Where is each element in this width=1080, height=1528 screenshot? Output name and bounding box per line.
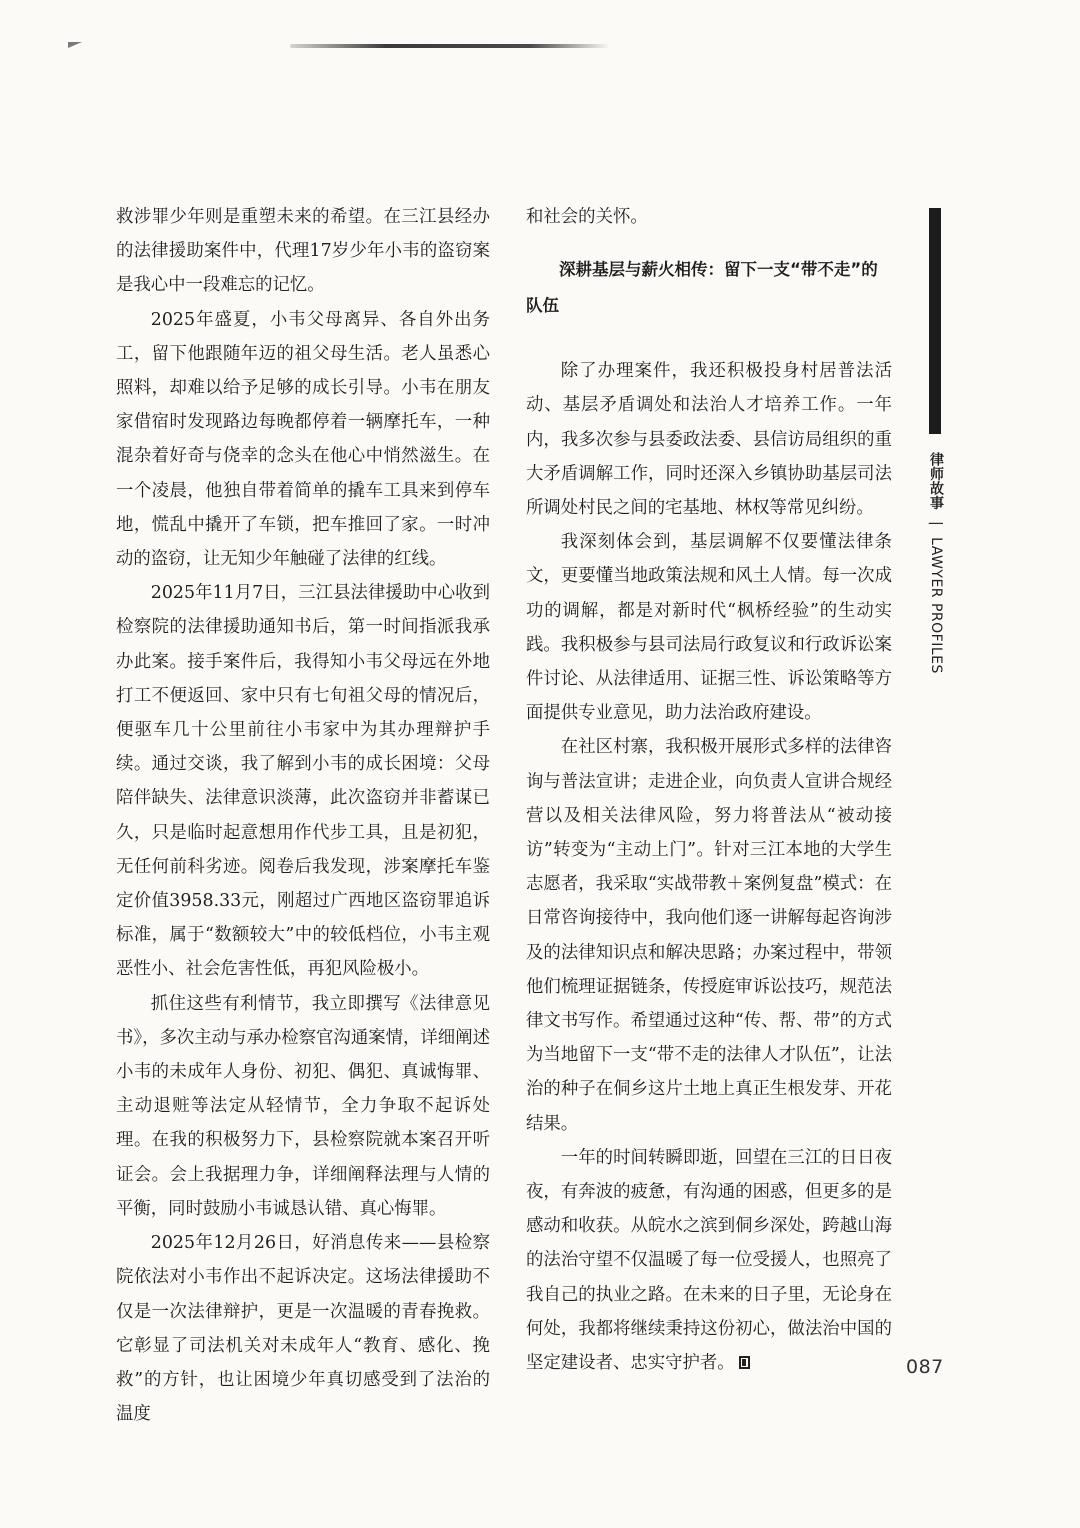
side-label-cn: 律师故事 <box>928 452 944 510</box>
paragraph-last <box>526 1141 892 1380</box>
end-mark-icon <box>739 1356 750 1369</box>
paragraph: 除了办理案件，我还积极投身村居普法活动、基层矛盾调处和法治人才培养工作。一年内，我多次参与县委政法委、县信访局组织的重大矛盾调解工作，同时还深入乡镇协助基层司法所调处村民之间的宅基地、林权等常见纠纷。 <box>526 361 892 519</box>
section-side-label <box>926 452 946 674</box>
section-side-bar <box>929 208 941 434</box>
section-heading: 深耕基层与薪火相传：留下一支“带不走”的队伍 <box>526 260 878 316</box>
paragraph-last-text: 一年的时间转瞬即逝，回望在三江的日日夜夜，有奔波的疲惫，有沟通的困惑，但更多的是感动和收获。从皖水之滨到侗乡深处，跨越山海的法治守望不仅温暖了每一位受援人，也照亮了我自己的执业之路。在未来的日子里，无论身在何处，我都将继续秉持这份初心，做法治中国的坚定建设者、忠实守护者。 <box>526 1147 892 1374</box>
paragraph: 2025年盛夏，小韦父母离异、各自外出务工，留下他跟随年迈的祖父母生活。老人虽悉心照料，却难以给予足够的成长引导。小韦在朋友家借宿时发现路边每晚都停着一辆摩托车，一种混杂着好奇与侥幸的念头在他心中悄然滋生。在一个凌晨，他独自带着简单的撬车工具来到停车地，慌乱中撬开了车锁，把车推回了家。一时冲动的盗窃，让无知少年触碰了法律的红线。 <box>116 309 490 570</box>
paragraph: 救涉罪少年则是重塑未来的希望。在三江县经办的法律援助案件中，代理17岁少年小韦的盗窃案是我心中一段难忘的记忆。 <box>116 207 490 296</box>
right-column <box>526 200 892 1380</box>
left-column <box>116 200 490 1431</box>
scan-artifact-line <box>290 44 610 48</box>
paragraph: 2025年11月7日，三江县法律援助中心收到检察院的法律援助通知书后，第一时间指派我承办此案。接手案件后，我得知小韦父母远在外地打工不便返回、家中只有七旬祖父母的情况后，便驱车几十公里前往小韦家中为其办理辩护手续。通过交谈，我了解到小韦的成长困境：父母陪伴缺失、法律意识淡薄，此次盗窃并非蓄谋已久，只是临时起意想用作代步工具，且是初犯，无任何前科劣迹。阅卷后我发现，涉案摩托车鉴定价值3958.33元，刚超过广西地区盗窃罪追诉标准，属于“数额较大”中的较低档位，小韦主观恶性小、社会危害性低，再犯风险极小。 <box>116 583 490 980</box>
side-label-separator: | <box>928 520 944 527</box>
paragraph: 我深刻体会到，基层调解不仅要懂法律条文，更要懂当地政策法规和风土人情。每一次成功的调解，都是对新时代“枫桥经验”的生动实践。我积极参与县司法局行政复议和行政诉讼案件讨论、从法律适用、证据三性、诉讼策略等方面提供专业意见，助力法治政府建设。 <box>526 532 892 724</box>
scan-artifact-corner <box>68 42 82 48</box>
paragraph: 2025年12月26日，好消息传来——县检察院依法对小韦作出不起诉决定。这场法律援助不仅是一次法律辩护，更是一次温暖的青春挽救。它彰显了司法机关对未成年人“教育、感化、挽救”的方针，也让困境少年真切感受到了法治的温度 <box>116 1233 490 1425</box>
paragraph: 抓住这些有利情节，我立即撰写《法律意见书》，多次主动与承办检察官沟通案情，详细阐述小韦的未成年人身份、初犯、偶犯、真诚悔罪、主动退赃等法定从轻情节，全力争取不起诉处理。在我的积极努力下，县检察院就本案召开听证会。会上我据理力争，详细阐释法理与人情的平衡，同时鼓励小韦诚恳认错、真心悔罪。 <box>116 993 490 1219</box>
side-label-en: LAWYER PROFILES <box>928 537 944 674</box>
paragraph: 在社区村寨，我积极开展形式多样的法律咨询与普法宣讲；走进企业，向负责人宣讲合规经营以及相关法律风险，努力将普法从“被动接访”转变为“主动上门”。针对三江本地的大学生志愿者，我采取“实战带教＋案例复盘”模式：在日常咨询接待中，我向他们逐一讲解每起咨询涉及的法律知识点和解决思路；办案过程中，带领他们梳理证据链条，传授庭审诉讼技巧，规范法律文书写作。希望通过这种“传、帮、带”的方式为当地留下一支“带不走的法律人才队伍”，让法治的种子在侗乡这片土地上真正生根发芽、开花结果。 <box>526 737 892 1134</box>
page-number: 087 <box>906 1356 944 1378</box>
paragraph-continuation: 和社会的关怀。 <box>526 207 648 227</box>
